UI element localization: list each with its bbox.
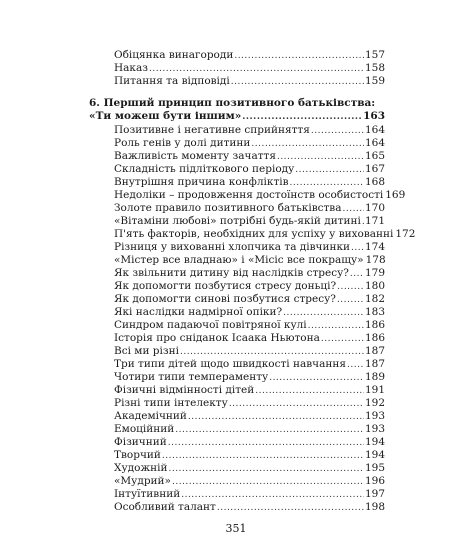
toc-entry-page: 193 <box>364 410 385 422</box>
toc-entry-title: Творчий <box>114 449 161 461</box>
toc-entry-page: 191 <box>364 384 385 396</box>
toc-entry-title: Фізичні відмінності дітей <box>114 384 255 396</box>
toc-entry-page: 159 <box>364 75 385 87</box>
toc-entry-title: Золоте правило позитивного батьківства <box>114 202 342 214</box>
toc-entry-title: Позитивне і негативне сприйняття <box>114 124 310 136</box>
toc-entry <box>114 397 385 411</box>
toc-entry-title: «Містер все владнаю» і «Місіс все покращу» <box>114 254 364 266</box>
toc-entry-title: Художній <box>114 462 168 474</box>
toc-entry-page: 195 <box>364 462 385 474</box>
toc-entry-page: 193 <box>364 423 385 435</box>
toc-entry-page: 164 <box>364 124 385 136</box>
toc-entry <box>114 306 385 320</box>
toc-entry <box>114 228 416 242</box>
toc-entry-title: Наказ <box>114 62 148 74</box>
toc-entry-page: 164 <box>364 137 385 149</box>
toc-entry-title: «Мудрий» <box>114 475 171 487</box>
toc-entry <box>114 449 385 463</box>
toc-entry-page: 189 <box>364 371 385 383</box>
toc-entry-title: Як звільнити дитину від наслідків стресу? <box>114 267 349 279</box>
toc-entry-page: 187 <box>364 345 385 357</box>
toc-entry <box>114 189 406 203</box>
toc-entry <box>114 410 385 424</box>
toc-entry <box>114 332 385 346</box>
leader-dots <box>231 76 364 89</box>
toc-entry-page: 169 <box>385 189 406 201</box>
toc-entry-title: Три типи дітей щодо швидкості навчання <box>114 358 346 370</box>
toc-entry-title: Академічний <box>114 410 187 422</box>
chapter-title-line1: 6. Перший принцип позитивного батьківства: <box>89 97 376 109</box>
toc-entry-title: Фізичний <box>114 436 167 448</box>
toc-entry-page: 179 <box>364 267 385 279</box>
toc-entry-page: 194 <box>364 436 385 448</box>
toc-entry <box>114 163 385 177</box>
toc-entry <box>114 124 385 138</box>
toc-entry <box>114 202 385 216</box>
toc-entry-title: Недоліки – продовження достоїнств особистості <box>114 189 384 201</box>
toc-entry <box>114 150 385 164</box>
chapter-title-line2 <box>89 110 385 124</box>
toc-entry-page: 157 <box>364 49 385 61</box>
toc-entry-title: Як допомогти позбутися стресу доньці? <box>114 280 337 292</box>
toc-entry-title: Особливий талант <box>114 501 216 513</box>
leader-dots <box>242 111 362 124</box>
toc-entry <box>114 345 385 359</box>
toc-entry-page: 182 <box>364 293 385 305</box>
toc-entry-page: 171 <box>364 215 385 227</box>
page-number: 351 <box>225 522 247 535</box>
toc-entry-title: Обіцянка винагороди <box>114 49 234 61</box>
toc-entry-page: 174 <box>364 241 385 253</box>
toc-entry-page: 196 <box>364 475 385 487</box>
toc-entry-title: Інтуїтивний <box>114 488 181 500</box>
toc-entry-title: Синдром падаючої повітряної кулі <box>114 319 307 331</box>
toc-entry <box>114 423 385 437</box>
chapter-page: 163 <box>363 110 385 122</box>
toc-entry-page: 187 <box>364 358 385 370</box>
toc-entry <box>114 215 385 229</box>
toc-entry <box>114 462 385 476</box>
toc-entry <box>114 488 385 502</box>
toc-entry-title: П'ять факторів, необхідних для успіху у вихованні <box>114 228 394 240</box>
toc-entry <box>114 62 385 76</box>
toc-entry-page: 170 <box>364 202 385 214</box>
toc-entry-page: 168 <box>364 176 385 188</box>
toc-entry-page: 178 <box>365 254 386 266</box>
toc-entry-page: 183 <box>364 306 385 318</box>
leader-dots <box>217 502 364 515</box>
toc-entry-page: 167 <box>364 163 385 175</box>
toc-entry <box>114 475 385 489</box>
toc-entry-page: 180 <box>364 280 385 292</box>
toc-entry-title: Емоційний <box>114 423 175 435</box>
toc-entry <box>114 501 385 515</box>
toc-entry-title: Чотири типи темпераменту <box>114 371 269 383</box>
toc-entry-title: Важливість моменту зачаття <box>114 150 276 162</box>
toc-entry <box>114 436 385 450</box>
toc-entry <box>114 384 385 398</box>
toc-entry <box>114 358 385 372</box>
toc-entry <box>114 176 385 190</box>
toc-entry-title: Різниця у вихованні хлопчика та дівчинки <box>114 241 351 253</box>
toc-entry-title: «Вітаміни любові» потрібні будь-якій дитині <box>114 215 361 227</box>
toc-entry-page: 186 <box>364 319 385 331</box>
toc-entry <box>114 137 385 151</box>
toc-entry <box>114 267 385 281</box>
chapter-subtitle: «Ти можеш бути іншим» <box>89 110 242 122</box>
toc-entry <box>114 293 385 307</box>
toc-entry <box>114 319 385 333</box>
toc-entry <box>114 75 385 89</box>
toc-entry-title: Роль генів у долі дитини <box>114 137 251 149</box>
toc-entry-page: 192 <box>364 397 385 409</box>
toc-entry-page: 194 <box>364 449 385 461</box>
toc-entry-page: 198 <box>364 501 385 513</box>
toc-entry <box>114 371 385 385</box>
toc-entry <box>114 241 385 255</box>
toc-entry <box>114 254 385 268</box>
toc-entry <box>114 49 385 63</box>
toc-entry-title: Внутрішня причина конфліктів <box>114 176 289 188</box>
toc-entry-title: Як допомогти синові позбутися стресу? <box>114 293 336 305</box>
toc-entry-title: Питання та відповіді <box>114 75 230 87</box>
toc-entry-page: 172 <box>395 228 416 240</box>
toc-entry-page: 165 <box>364 150 385 162</box>
toc-entry-title: Які наслідки надмірної опіки? <box>114 306 283 318</box>
toc-entry <box>114 280 385 294</box>
toc-entry-title: Складність підліткового періоду <box>114 163 295 175</box>
toc-entry-title: Історія про сніданок Ісаака Ньютона <box>114 332 320 344</box>
toc-entry-title: Всі ми різні <box>114 345 179 357</box>
toc-entry-page: 186 <box>364 332 385 344</box>
toc-entry-title: Різні типи інтелекту <box>114 397 228 409</box>
toc-entry-page: 158 <box>364 62 385 74</box>
toc-entry-page: 197 <box>364 488 385 500</box>
